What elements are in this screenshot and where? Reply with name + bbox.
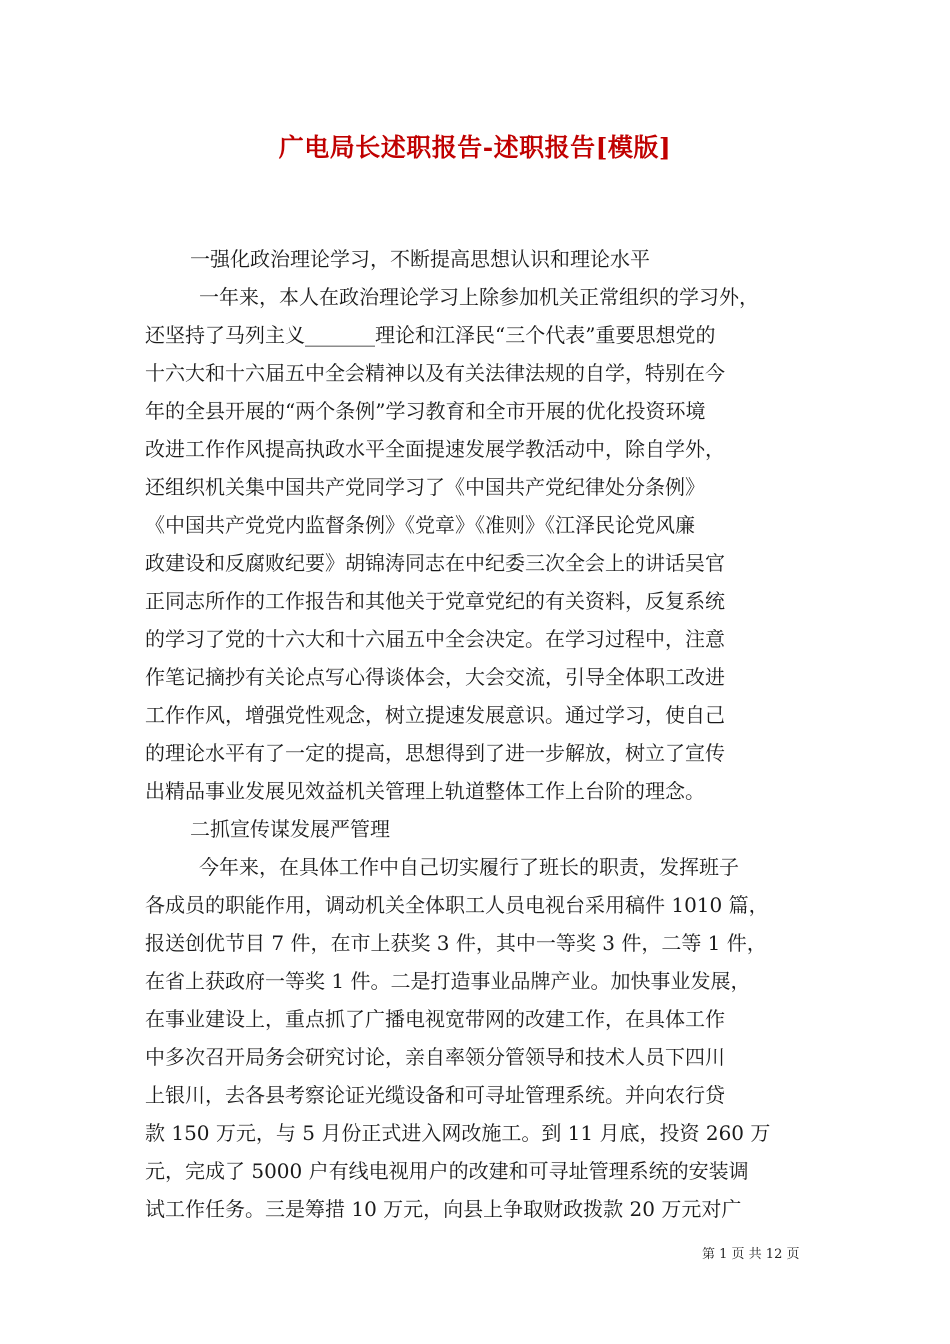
paragraph-line: 正同志所作的工作报告和其他关于党章党纪的有关资料，反复系统 <box>145 589 725 613</box>
paragraph-line: 中多次召开局务会研究讨论，亲自率领分管领导和技术人员下四川 <box>145 1045 725 1069</box>
paragraph-line: 元，完成了 5000 户有线电视用户的改建和可寻址管理系统的安装调 <box>145 1159 749 1183</box>
page-title: 广电局长述职报告-述职报告[模版] <box>278 133 672 162</box>
paragraph-line: 试工作任务。三是筹措 10 万元，向县上争取财政拨款 20 万元对广 <box>145 1197 742 1221</box>
paragraph-line: 工作作风，增强党性观念，树立提速发展意识。通过学习，使自己 <box>145 703 725 727</box>
paragraph-line: 一年来，本人在政治理论学习上除参加机关正常组织的学习外， <box>199 285 759 309</box>
paragraph-line: 今年来，在具体工作中自己切实履行了班长的职责，发挥班子 <box>199 855 739 879</box>
paragraph-line: 的学习了党的十六大和十六届五中全会决定。在学习过程中，注意 <box>145 627 725 651</box>
paragraph-line: 各成员的职能作用，调动机关全体职工人员电视台采用稿件 1010 篇， <box>145 893 769 917</box>
paragraph-line: 上银川，去各县考察论证光缆设备和可寻址管理系统。并向农行贷 <box>145 1083 725 1107</box>
paragraph-line: 政建设和反腐败纪要》胡锦涛同志在中纪委三次全会上的讲话吴官 <box>145 551 725 575</box>
section-heading-2: 二抓宣传谋发展严管理 <box>190 817 390 841</box>
paragraph-line: 款 150 万元，与 5 月份正式进入网改施工。到 11 月底，投资 260 万 <box>145 1121 771 1145</box>
paragraph-line: 的理论水平有了一定的提高，思想得到了进一步解放，树立了宣传 <box>145 741 725 765</box>
paragraph-line: 还坚持了马列主义_______理论和江泽民“三个代表”重要思想党的 <box>145 323 716 347</box>
page-number: 第 1 页 共 12 页 <box>702 1247 800 1262</box>
paragraph-line: 在事业建设上，重点抓了广播电视宽带网的改建工作，在具体工作 <box>145 1007 725 1031</box>
paragraph-line: 作笔记摘抄有关论点写心得谈体会，大会交流，引导全体职工改进 <box>145 665 725 689</box>
paragraph-line: 报送创优节目 7 件，在市上获奖 3 件，其中一等奖 3 件，二等 1 件， <box>145 931 767 955</box>
paragraph-line: 还组织机关集中国共产党同学习了《中国共产党纪律处分条例》 <box>145 475 705 499</box>
paragraph-line: 年的全县开展的“两个条例”学习教育和全市开展的优化投资环境 <box>145 399 706 423</box>
paragraph-line: 改进工作作风提高执政水平全面提速发展学教活动中，除自学外， <box>145 437 725 461</box>
paragraph-line: 十六大和十六届五中全会精神以及有关法律法规的自学，特别在今 <box>145 361 725 385</box>
paragraph-line: 在省上获政府一等奖 1 件。二是打造事业品牌产业。加快事业发展， <box>145 969 751 993</box>
paragraph-line: 出精品事业发展见效益机关管理上轨道整体工作上台阶的理念。 <box>145 779 705 803</box>
section-heading-1: 一强化政治理论学习，不断提高思想认识和理论水平 <box>190 247 650 271</box>
paragraph-line: 《中国共产党党内监督条例》《党章》《准则》《江泽民论党风廉 <box>145 513 695 537</box>
